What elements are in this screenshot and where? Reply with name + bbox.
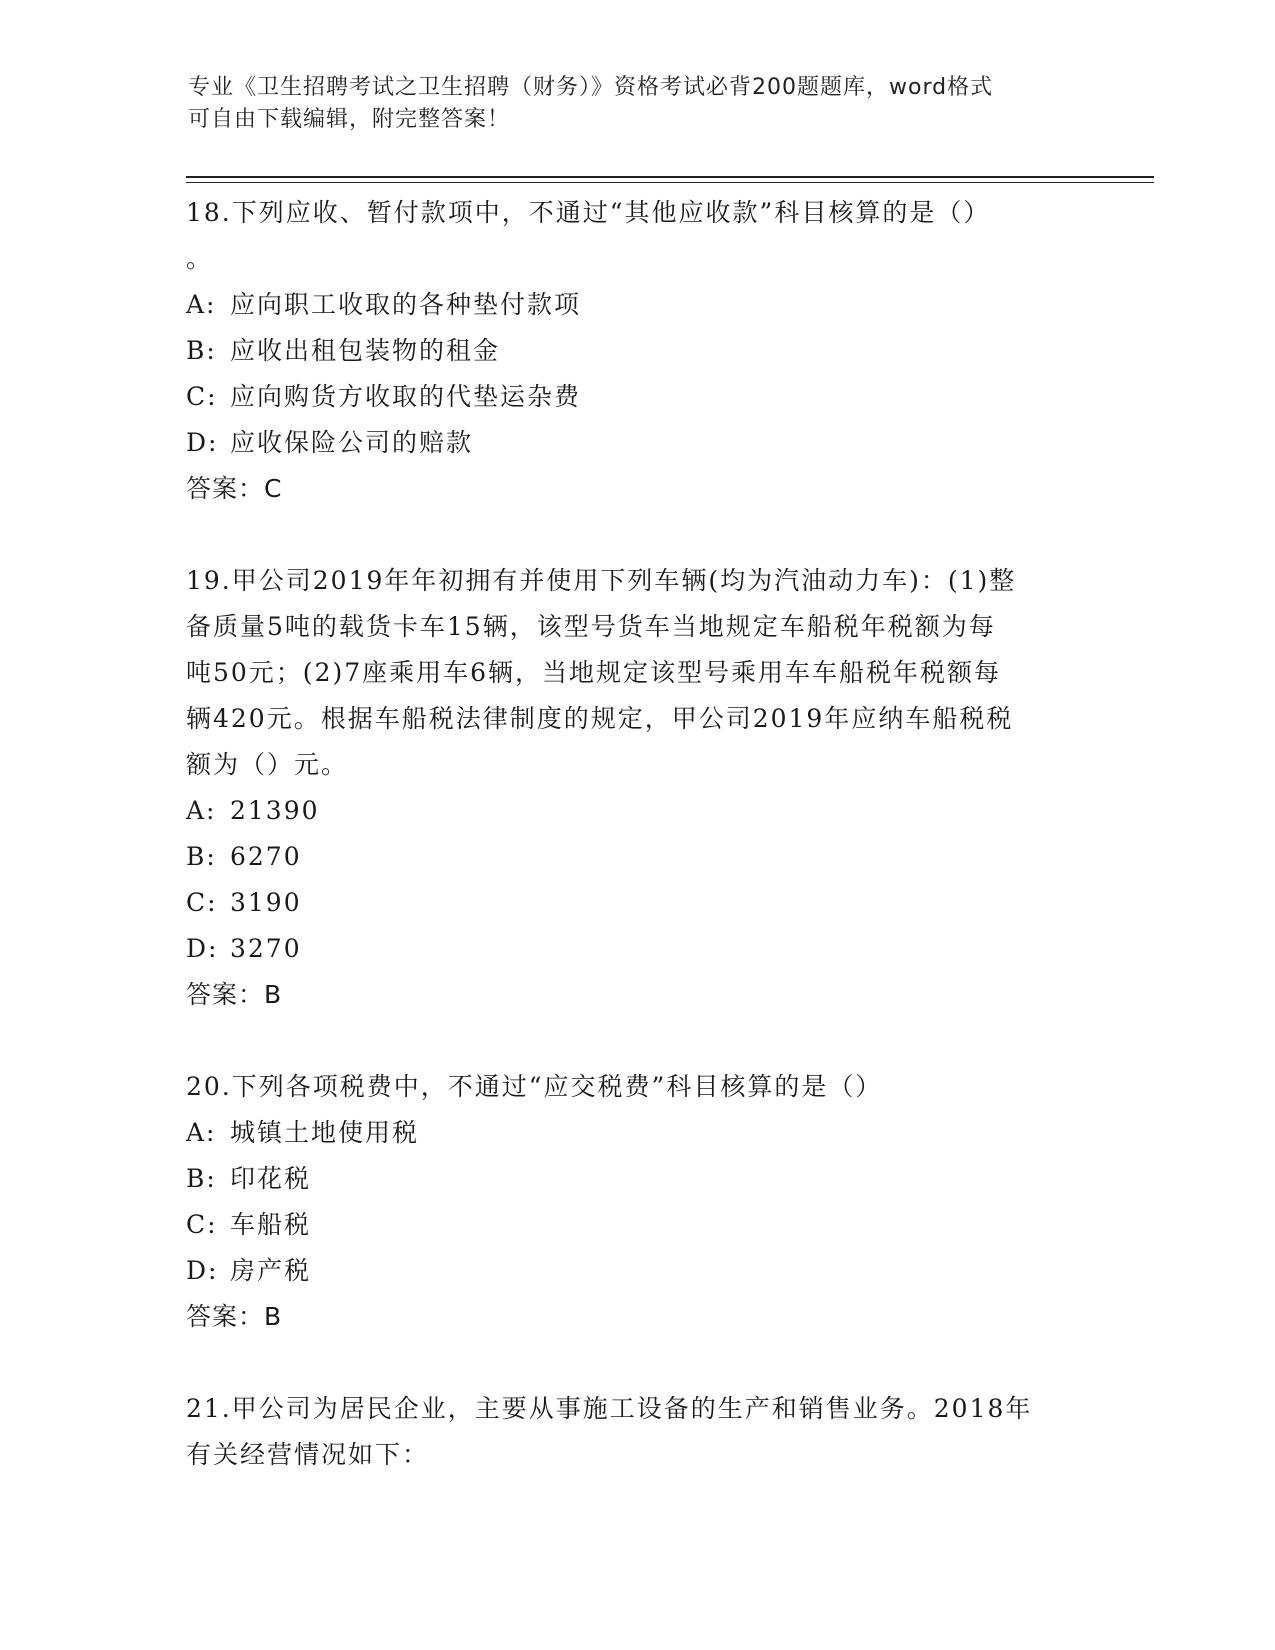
option-key: D: xyxy=(186,934,219,963)
option-text: 房产税 xyxy=(230,1256,312,1285)
question-list xyxy=(186,190,1086,1524)
question-stem-line: 19.甲公司2019年年初拥有并使用下列车辆(均为汽油动力车)：(1)整 xyxy=(186,566,1017,595)
question-stem-line: 有关经营情况如下： xyxy=(186,1440,430,1469)
option-key: A: xyxy=(186,290,217,319)
question-20 xyxy=(186,1064,1086,1340)
option-text: 3270 xyxy=(230,934,302,963)
option-a xyxy=(186,1110,1086,1156)
option-key: B: xyxy=(186,842,217,871)
question-stem-line: 20.下列各项税费中，不通过“应交税费”科目核算的是（） xyxy=(186,1072,883,1101)
option-b xyxy=(186,1156,1086,1202)
option-text: 应收出租包装物的租金 xyxy=(230,336,501,365)
option-key: A: xyxy=(186,1118,217,1147)
option-text: 应收保险公司的赔款 xyxy=(230,428,474,457)
option-d xyxy=(186,420,1086,466)
option-c xyxy=(186,880,1086,926)
question-21 xyxy=(186,1386,1086,1478)
header-line-2: 可自由下载编辑，附完整答案！ xyxy=(188,107,511,132)
option-key: B: xyxy=(186,336,217,365)
option-c xyxy=(186,1202,1086,1248)
question-stem-line: 额为（）元。 xyxy=(186,750,349,779)
document-header xyxy=(188,72,1088,136)
option-b xyxy=(186,328,1086,374)
option-text: 应向购货方收取的代垫运杂费 xyxy=(230,382,582,411)
question-stem-line: 21.甲公司为居民企业，主要从事施工设备的生产和销售业务。2018年 xyxy=(186,1394,1033,1423)
question-stem-line: 吨50元；(2)7座乘用车6辆，当地规定该型号乘用车车船税年税额每 xyxy=(186,658,1002,687)
option-key: C: xyxy=(186,888,218,917)
question-stem-line: 辆420元。根据车船税法律制度的规定，甲公司2019年应纳车船税税 xyxy=(186,704,1014,733)
option-key: B: xyxy=(186,1164,217,1193)
question-stem-line: 18.下列应收、暂付款项中，不通过“其他应收款”科目核算的是（） xyxy=(186,198,991,227)
option-text: 印花税 xyxy=(230,1164,312,1193)
question-stem-line: 。 xyxy=(186,244,214,273)
header-divider-thin xyxy=(186,182,1154,183)
option-key: D: xyxy=(186,428,219,457)
header-divider-thick xyxy=(186,176,1154,178)
header-line-1: 专业《卫生招聘考试之卫生招聘（财务）》资格考试必背200题题库，word格式 xyxy=(188,75,994,100)
option-key: C: xyxy=(186,1210,218,1239)
option-d xyxy=(186,926,1086,972)
option-a xyxy=(186,788,1086,834)
answer-line: 答案：B xyxy=(186,980,283,1009)
answer-line: 答案：B xyxy=(186,1302,283,1331)
option-text: 城镇土地使用税 xyxy=(230,1118,420,1147)
option-key: D: xyxy=(186,1256,219,1285)
option-a xyxy=(186,282,1086,328)
answer-line: 答案：C xyxy=(186,474,283,503)
option-key: A: xyxy=(186,796,217,825)
option-text: 3190 xyxy=(230,888,302,917)
option-text: 6270 xyxy=(230,842,302,871)
option-text: 应向职工收取的各种垫付款项 xyxy=(230,290,582,319)
question-18 xyxy=(186,190,1086,512)
question-stem-line: 备质量5吨的载货卡车15辆，该型号货车当地规定车船税年税额为每 xyxy=(186,612,996,641)
question-19 xyxy=(186,558,1086,1018)
option-c xyxy=(186,374,1086,420)
option-key: C: xyxy=(186,382,218,411)
option-d xyxy=(186,1248,1086,1294)
option-text: 车船税 xyxy=(230,1210,312,1239)
option-b xyxy=(186,834,1086,880)
option-text: 21390 xyxy=(230,796,320,825)
